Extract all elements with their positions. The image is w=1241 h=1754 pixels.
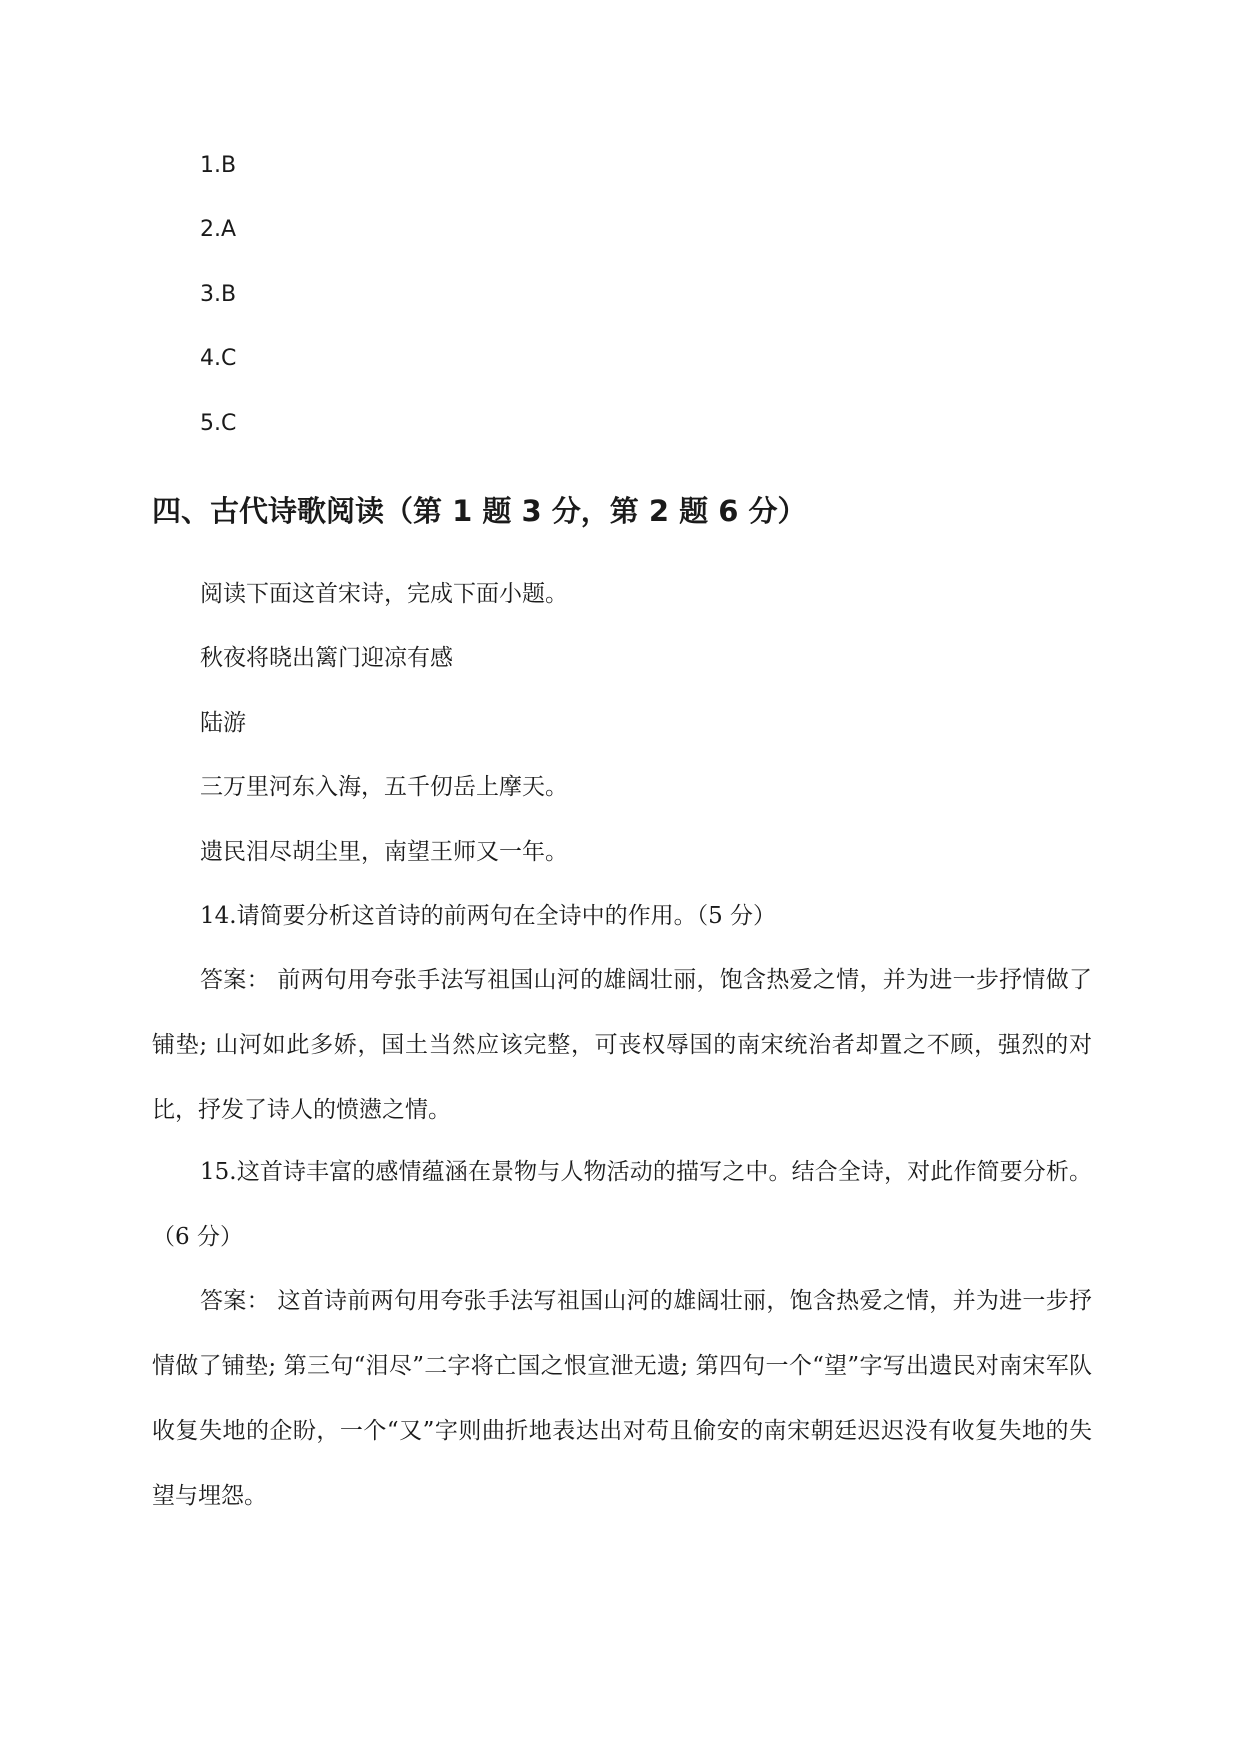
section-heading: 四、古代诗歌阅读（第 1 题 3 分，第 2 题 6 分） bbox=[152, 494, 807, 528]
answer-item-2: 2.A bbox=[200, 217, 237, 242]
question-14-answer: 答案： 前两句用夸张手法写祖国山河的雄阔壮丽，饱含热爱之情，并为进一步抒情做了铺垫; 山河如此多娇，国土当然应该完整，可丧权辱国的南宋统治者却置之不顾，强烈的对比，抒发了诗人的愤懑之情。 bbox=[152, 967, 1092, 1123]
question-15-prompt: 15.这首诗丰富的感情蕴涵在景物与人物活动的描写之中。结合全诗，对此作简要分析。（6 分） bbox=[152, 1159, 1092, 1250]
poem-line-2: 遗民泪尽胡尘里，南望王师又一年。 bbox=[200, 839, 568, 865]
answer-item-1: 1.B bbox=[200, 153, 237, 178]
answer-item-3: 3.B bbox=[200, 282, 237, 307]
answer-item-5: 5.C bbox=[200, 411, 237, 436]
question-14-prompt: 14.请简要分析这首诗的前两句在全诗中的作用。（5 分） bbox=[200, 903, 777, 929]
poem-author: 陆游 bbox=[200, 710, 246, 736]
question-15-answer: 答案： 这首诗前两句用夸张手法写祖国山河的雄阔壮丽，饱含热爱之情，并为进一步抒情做了铺垫; 第三句“泪尽”二字将亡国之恨宣泄无遗; 第四句一个“望”字写出遗民对南宋军队收复失地的企盼，一个“又”字则曲折地表达出对苟且偷安的南宋朝廷迟迟没有收复失地的失望与埋怨。 bbox=[152, 1288, 1092, 1509]
poem-line-1: 三万里河东入海，五千仞岳上摩天。 bbox=[200, 774, 568, 800]
answer-item-4: 4.C bbox=[200, 346, 237, 371]
poem-title: 秋夜将晓出篱门迎凉有感 bbox=[200, 645, 453, 671]
reading-instruction: 阅读下面这首宋诗，完成下面小题。 bbox=[200, 581, 568, 607]
